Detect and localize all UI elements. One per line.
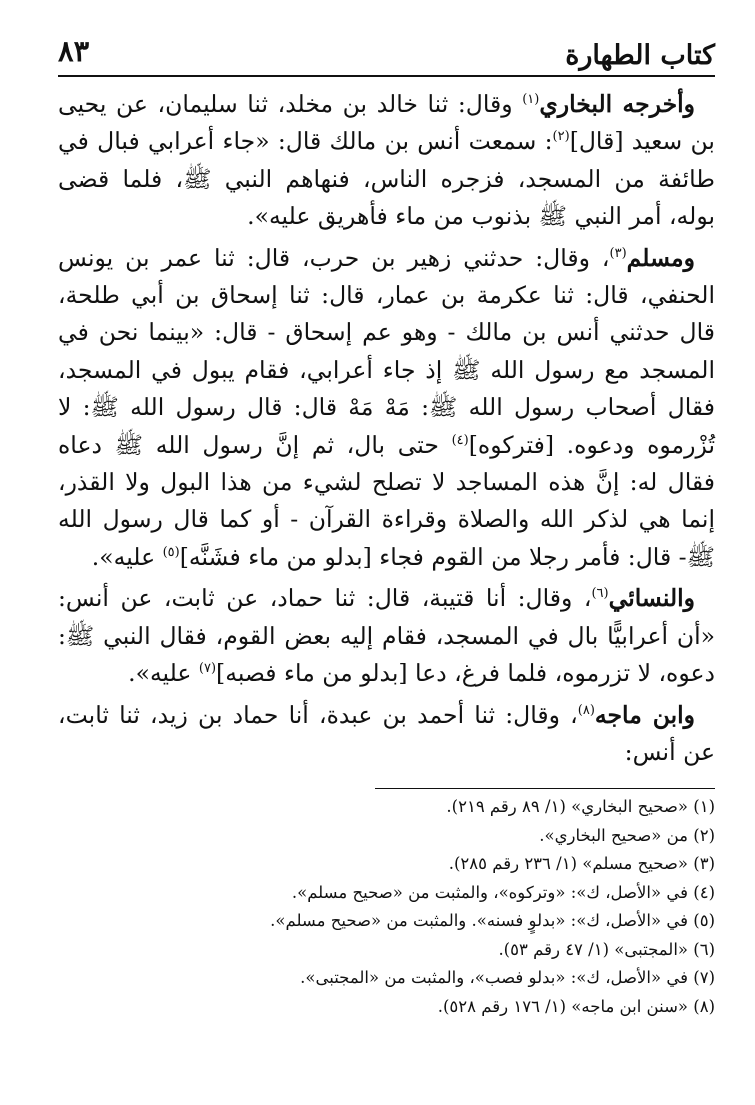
source-name: ومسلم — [626, 243, 695, 272]
footnote-6: (٦) «المجتبى» (١/ ٤٧ رقم ٥٣). — [498, 939, 715, 959]
footnote-marker: (٢) — [552, 129, 570, 145]
footnote-marker: (٧) — [198, 661, 217, 677]
source-name: والنسائي — [608, 584, 695, 613]
paragraph-text: عليه». — [91, 542, 163, 571]
header-rule — [58, 75, 715, 77]
page-number: ٨٣ — [58, 34, 90, 68]
footnote-1: (١) «صحيح البخاري» (١/ ٨٩ رقم ٢١٩). — [446, 797, 715, 816]
footnote-3: (٣) «صحيح مسلم» (١/ ٢٣٦ رقم ٢٨٥). — [448, 854, 715, 873]
footnote-separator — [375, 788, 715, 789]
footnote-4: (٤) في «الأصل، ك»: «وتركوه»، والمثبت من «صحيح مسلم». — [291, 882, 715, 902]
chapter-title: كتاب الطهارة — [565, 40, 715, 71]
source-name: وابن ماجه — [594, 700, 695, 729]
footnote-marker: (٣) — [609, 245, 627, 261]
page-header — [58, 22, 715, 72]
footnote-2: (٢) من «صحيح البخاري». — [539, 825, 715, 845]
main-text — [58, 86, 715, 774]
paragraph-text: ، وقال: حدثني زهير بن حرب، قال: ثنا عمر بن يونس الحنفي، قال: ثنا عكرمة بن عمار، قال: ثنا إسحاق بن أبي طلحة، قال حدثني أنس بن مالك - وهو عم إسحاق - قال: «بينما نحن في المسجد مع رسول الله ﷺ إذ جاء أعرابي، فقام يبول في المسجد، فقال أصحاب رسول الله ﷺ: مَهْ مَهْ قال: قال رسول الله ﷺ: لا تُزْرموه ودعوه. [فتركوه] — [58, 243, 715, 459]
footnote-marker: (٤) — [451, 432, 469, 448]
footnote-5: (٥) في «الأصل، ك»: «بدلوٍ فسنه». والمثبت من «صحيح مسلم». — [270, 911, 715, 930]
paragraph-muslim — [58, 240, 715, 577]
paragraph-text: عليه». — [128, 659, 199, 688]
paragraph-text: حتى بال، ثم إنَّ رسول الله ﷺ دعاه فقال له: إنَّ هذه المساجد لا تصلح لشيء من هذا البول ولا القذر، إنما هي لذكر الله والصلاة وقراءة القرآن - أو كما قال رسول الله ﷺ- قال: فأمر رجلا من القوم فجاء [بدلو من ماء فشَنَّه] — [58, 430, 715, 571]
paragraph-text: ، وقال: ثنا أحمد بن عبدة، أنا حماد بن زيد، ثنا ثابت، عن أنس: — [58, 700, 715, 766]
footnotes — [155, 793, 715, 1021]
paragraph-bukhari — [58, 86, 715, 236]
paragraph-nasai — [58, 580, 715, 692]
paragraph-ibn-majah — [58, 697, 715, 772]
footnote-7: (٧) في «الأصل، ك»: «بدلو فصب»، والمثبت من «المجتبى». — [300, 968, 715, 987]
paragraph-text: : سمعت أنس بن مالك قال: «جاء أعرابي فبال في طائفة من المسجد، فزجره الناس، فنهاهم النبي ﷺ، فلما قضى بوله، أمر النبي ﷺ بذنوب من ماء فأهريق عليه». — [58, 127, 715, 231]
footnote-marker: (٥) — [162, 545, 180, 561]
paragraph-text: وقال: ثنا خالد بن مخلد، ثنا سليمان، عن يحيى بن سعيد [قال] — [58, 90, 715, 156]
paragraph-text: ، وقال: أنا قتيبة، قال: ثنا حماد، عن ثابت، عن أنس: «أن أعرابيًّا بال في المسجد، فقام إليه بعض القوم، فقال النبي ﷺ: دعوه، لا تزرموه، فلما فرغ، دعا [بدلو من ماء فصبه] — [58, 584, 715, 688]
source-name: وأخرجه البخاري — [539, 90, 695, 118]
footnote-8: (٨) «سنن ابن ماجه» (١/ ١٧٦ رقم ٥٢٨). — [437, 996, 715, 1016]
footnote-marker: (٨) — [577, 702, 595, 718]
footnote-marker: (١) — [522, 92, 540, 108]
footnote-marker: (٦) — [591, 586, 609, 602]
